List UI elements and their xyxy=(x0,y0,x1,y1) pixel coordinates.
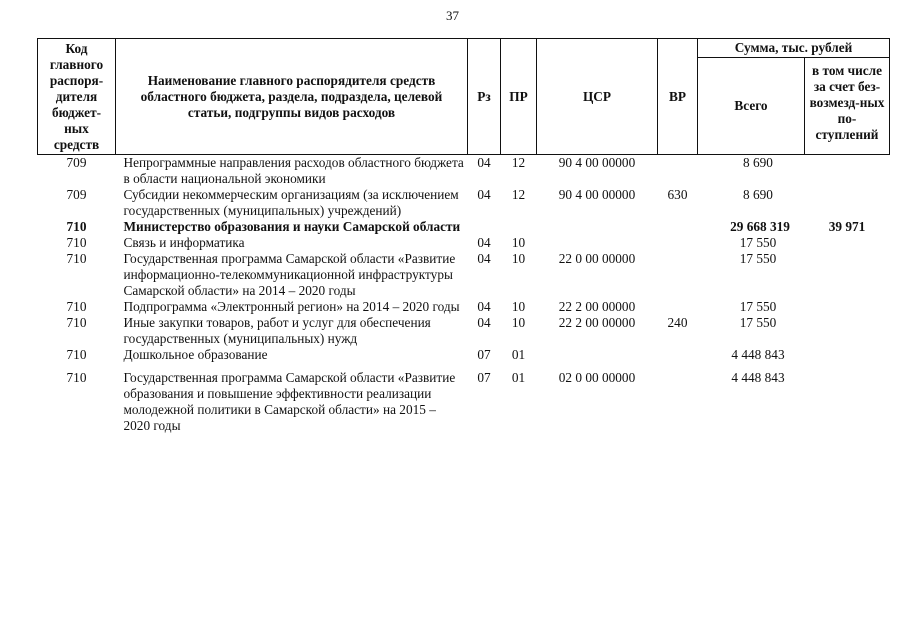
cell-code: 710 xyxy=(66,299,87,314)
header-free: в том числе за счет без-возмезд-ных по-ступлений xyxy=(805,58,890,155)
cell-rz: 04 xyxy=(477,187,491,202)
cell-rz: 04 xyxy=(477,299,491,314)
cell-vr xyxy=(658,251,698,299)
cell-free: 39 971 xyxy=(828,219,866,234)
cell-name: Подпрограмма «Электронный регион» на 2014 – 2020 годы xyxy=(123,299,460,314)
cell-total: 4 448 843 xyxy=(731,370,785,385)
header-csr: ЦСР xyxy=(537,39,658,155)
header-pr: ПР xyxy=(501,39,537,155)
cell-free xyxy=(805,155,890,188)
cell-vr xyxy=(658,299,698,315)
header-rz: Рз xyxy=(468,39,501,155)
header-sum: Сумма, тыс. рублей xyxy=(698,39,890,58)
cell-total: 29 668 319 xyxy=(730,219,790,234)
cell-free xyxy=(805,363,890,434)
cell-name: Дошкольное образование xyxy=(123,347,268,362)
table-body xyxy=(38,155,890,435)
cell-csr: 22 2 00 00000 xyxy=(558,299,636,314)
cell-csr: 02 0 00 00000 xyxy=(558,370,636,385)
cell-csr: 22 2 00 00000 xyxy=(558,315,636,330)
cell-rz: 04 xyxy=(477,235,491,250)
cell-csr: 90 4 00 00000 xyxy=(558,187,636,202)
cell-name: Иные закупки товаров, работ и услуг для обеспечения государственных (муниципальных) нужд xyxy=(123,315,431,346)
cell-code: 710 xyxy=(66,235,87,250)
cell-rz: 07 xyxy=(477,370,491,385)
cell-rz: 04 xyxy=(477,315,491,330)
table-row xyxy=(38,363,890,434)
cell-csr xyxy=(537,347,658,363)
cell-csr xyxy=(537,219,658,235)
header-total: Всего xyxy=(698,58,805,155)
cell-code: 709 xyxy=(66,155,87,170)
cell-pr: 01 xyxy=(511,370,526,385)
header-code: Код главного распоря-дителя бюджет-ных средств xyxy=(38,39,116,155)
table-header xyxy=(38,39,890,155)
cell-total: 8 690 xyxy=(743,155,773,170)
cell-code: 710 xyxy=(66,347,87,362)
cell-name: Субсидии некоммерческим организациям (за исключением государственных (муниципальных) учреждений) xyxy=(123,187,459,218)
cell-vr: 630 xyxy=(667,187,688,202)
table-row xyxy=(38,235,890,251)
cell-free xyxy=(805,251,890,299)
table-row xyxy=(38,187,890,219)
table-row xyxy=(38,251,890,299)
cell-vr xyxy=(658,155,698,188)
cell-vr: 240 xyxy=(667,315,688,330)
cell-csr: 90 4 00 00000 xyxy=(558,155,636,170)
cell-vr xyxy=(658,219,698,235)
cell-code: 710 xyxy=(66,370,87,385)
cell-pr: 10 xyxy=(511,251,526,266)
cell-free xyxy=(805,187,890,219)
cell-total: 17 550 xyxy=(739,251,777,266)
cell-rz: 04 xyxy=(477,251,491,266)
cell-total: 8 690 xyxy=(743,187,773,202)
cell-name: Министерство образования и науки Самарской области xyxy=(123,219,461,234)
cell-total: 17 550 xyxy=(739,315,777,330)
header-vr: ВР xyxy=(658,39,698,155)
table-row xyxy=(38,315,890,347)
cell-rz xyxy=(468,219,501,235)
cell-total: 4 448 843 xyxy=(731,347,785,362)
cell-pr: 10 xyxy=(511,315,526,330)
table-row xyxy=(38,299,890,315)
budget-table xyxy=(37,38,890,434)
cell-free xyxy=(805,347,890,363)
cell-vr xyxy=(658,347,698,363)
cell-total: 17 550 xyxy=(739,299,777,314)
cell-rz: 07 xyxy=(477,347,491,362)
cell-pr: 12 xyxy=(511,187,526,202)
cell-rz: 04 xyxy=(477,155,491,170)
cell-code: 710 xyxy=(66,315,87,330)
cell-code: 709 xyxy=(66,187,87,202)
table-row xyxy=(38,155,890,188)
cell-total: 17 550 xyxy=(739,235,777,250)
cell-free xyxy=(805,235,890,251)
cell-vr xyxy=(658,363,698,434)
cell-name: Связь и информатика xyxy=(123,235,245,250)
cell-free xyxy=(805,299,890,315)
cell-csr xyxy=(537,235,658,251)
cell-code: 710 xyxy=(66,251,87,266)
header-name: Наименование главного распорядителя средств областного бюджета, раздела, подраздела, целевой статьи, подгруппы видов расходов xyxy=(116,39,468,155)
cell-vr xyxy=(658,235,698,251)
cell-pr: 10 xyxy=(511,235,526,250)
page-number: 37 xyxy=(446,8,459,23)
cell-free xyxy=(805,315,890,347)
table-row xyxy=(38,219,890,235)
cell-pr: 10 xyxy=(511,299,526,314)
table-row xyxy=(38,347,890,363)
cell-pr: 01 xyxy=(511,347,526,362)
cell-name: Государственная программа Самарской области «Развитие информационно-телекоммуникационной инфраструктуры Самарской области» на 2014 – 2020 годы xyxy=(123,251,456,298)
cell-pr: 12 xyxy=(511,155,526,170)
cell-name: Непрограммные направления расходов областного бюджета в области национальной экономики xyxy=(123,155,464,186)
cell-pr xyxy=(501,219,537,235)
cell-name: Государственная программа Самарской области «Развитие образования и повышение эффективности реализации молодежной политики в Самарской области» на 2015 – 2020 годы xyxy=(123,370,456,433)
cell-code: 710 xyxy=(66,219,87,234)
cell-csr: 22 0 00 00000 xyxy=(558,251,636,266)
